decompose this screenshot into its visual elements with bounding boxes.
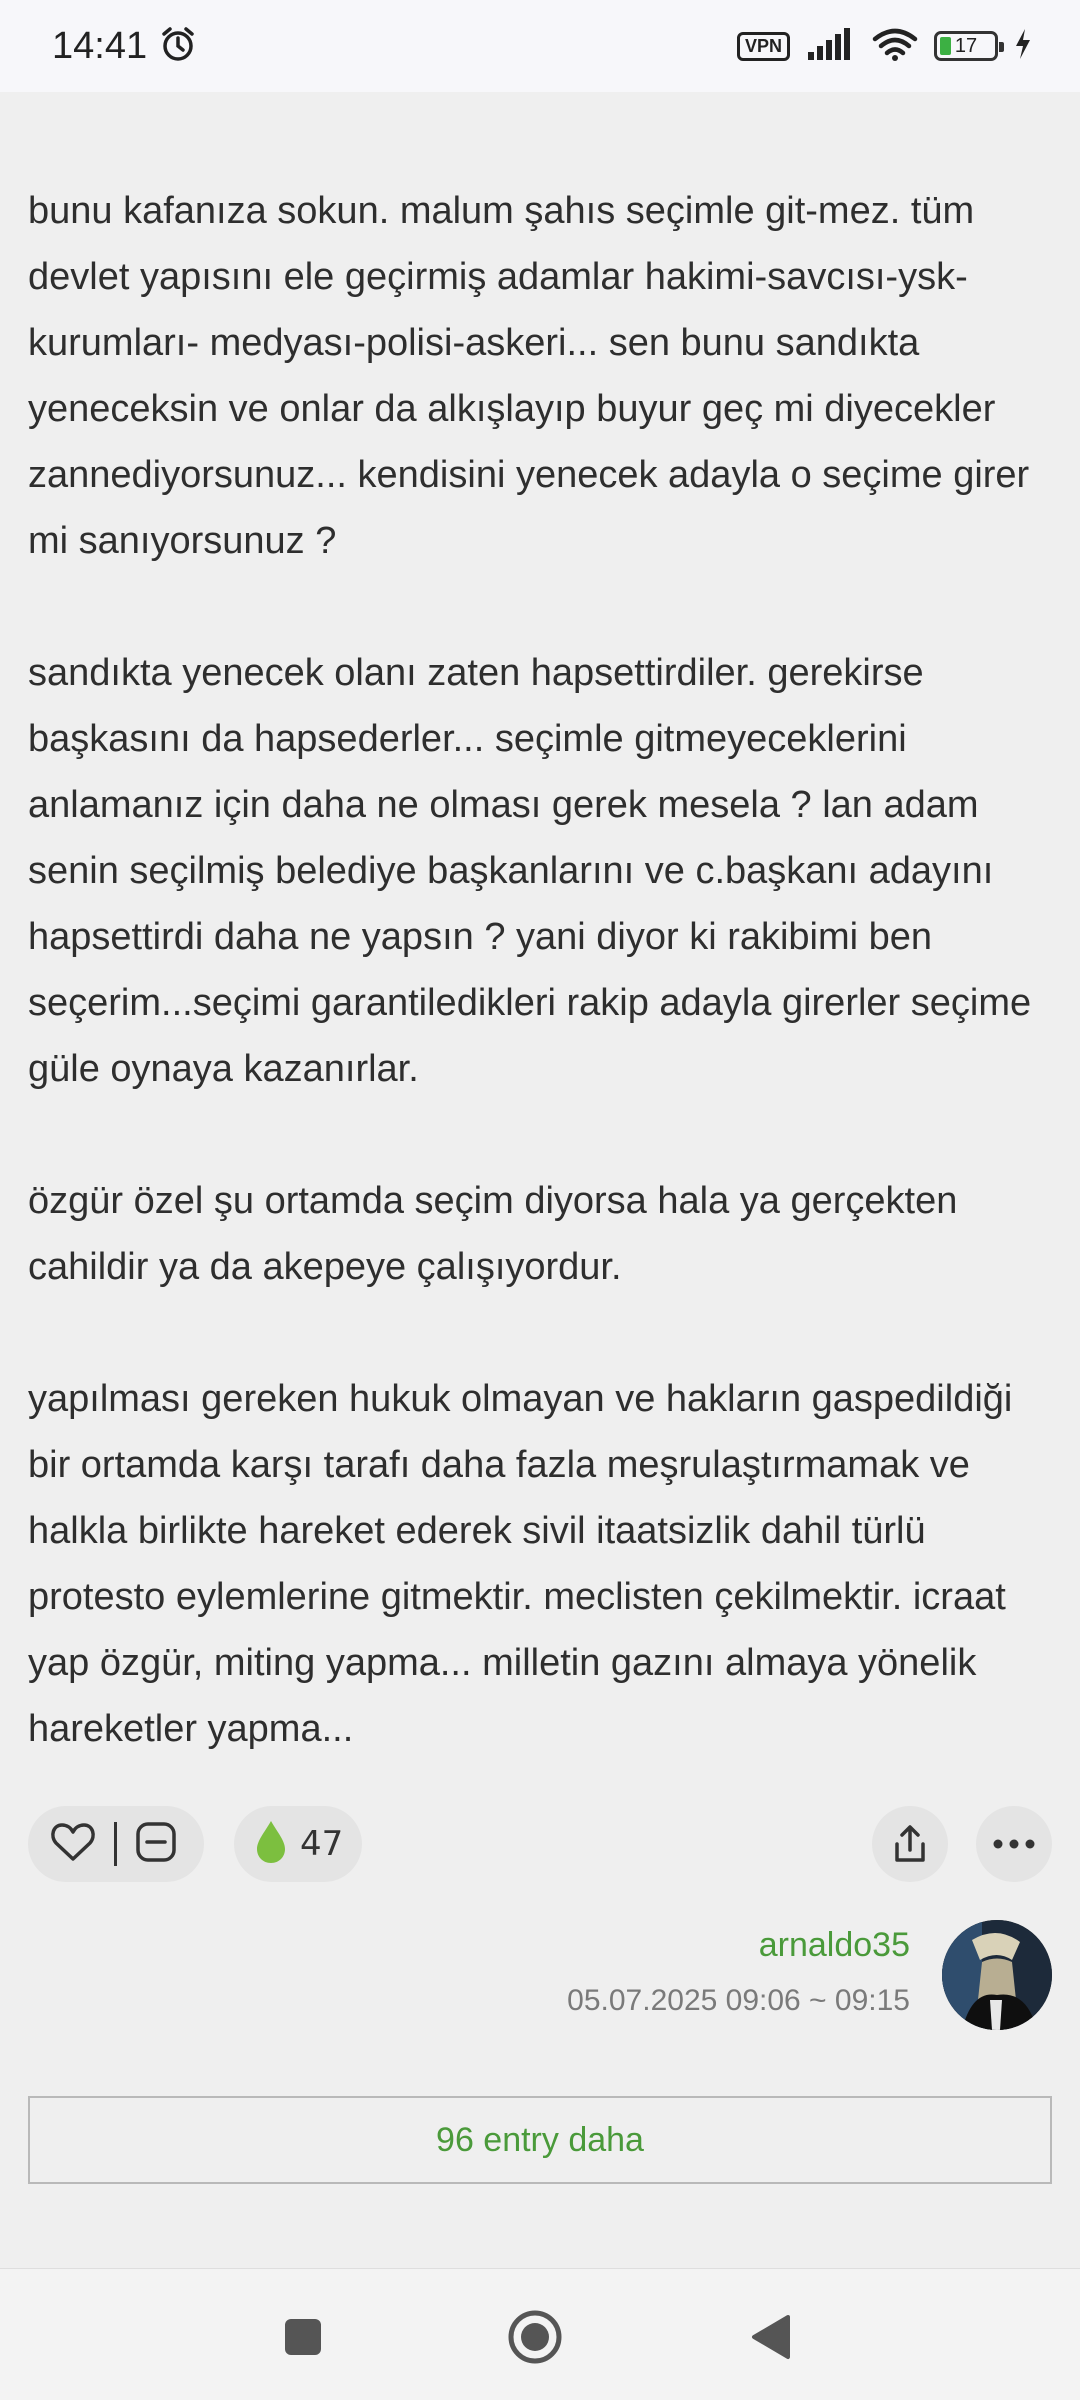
vpn-icon: VPN <box>737 32 790 61</box>
drop-icon <box>254 1819 288 1869</box>
entry-paragraph: özgür özel şu ortamda seçim diyorsa hala ya gerçekten cahildir ya da akepeye çalışıyordur. <box>28 1180 958 1288</box>
back-button[interactable] <box>740 2307 800 2367</box>
charging-icon <box>1014 28 1032 64</box>
recents-button[interactable] <box>273 2307 333 2367</box>
navigation-bar <box>0 2268 1080 2400</box>
favorite-button[interactable] <box>50 1821 96 1867</box>
battery-icon <box>934 31 998 61</box>
drop-count: 47 <box>300 1824 344 1864</box>
recents-icon <box>283 2317 323 2357</box>
entry-paragraph: yapılması gereken hukuk olmayan ve hakların gaspedildiği bir ortamda karşı tarafı daha fazla meşrulaştırmamak ve halkla birlikte hareket ederek sivil itaatsizlik dahil türlü protesto eylemlerine gitmektir. meclisten çekilmektir. icraat yap özgür, miting yapma... milletin gazını almaya yönelik hareketler yapma... <box>28 1378 1013 1750</box>
author-name[interactable]: arnaldo35 <box>758 1926 910 1964</box>
share-button[interactable] <box>872 1806 948 1882</box>
status-bar <box>0 0 1080 92</box>
vote-divider <box>114 1822 117 1866</box>
signal-icon <box>806 28 856 64</box>
avatar[interactable] <box>942 1920 1052 2030</box>
more-options-button[interactable] <box>976 1806 1052 1882</box>
entry-paragraph: bunu kafanıza sokun. malum şahıs seçimle git-mez. tüm devlet yapısını ele geçirmiş adamlar hakimi-savcısı-ysk-kurumları- medyası-polisi-askeri... sen bunu sandıkta yeneceksin ve onlar da alkışlayıp buyur geç mi diyecekler zannediyorsunuz... kendisini yenecek adayla o seçime girer mi sanıyorsunuz ? <box>28 190 1030 562</box>
wifi-icon <box>872 27 918 65</box>
entry-content <box>28 178 1058 1762</box>
entry-date: 05.07.2025 09:06 ~ 09:15 <box>567 1984 910 2017</box>
drops-pill[interactable] <box>234 1806 362 1882</box>
status-time: 14:41 <box>52 24 148 67</box>
entry-actions <box>28 1806 1052 1882</box>
downvote-button[interactable] <box>135 1821 177 1867</box>
share-icon <box>892 1824 928 1864</box>
home-button[interactable] <box>505 2307 565 2367</box>
more-entries-button[interactable]: 96 entry daha <box>28 2096 1052 2184</box>
entry-paragraph: sandıkta yenecek olanı zaten hapsettirdiler. gerekirse başkasını da hapsederler... seçimle gitmeyeceklerini anlamanız için daha ne olması gerek mesela ? lan adam senin seçilmiş belediye başkanlarını ve c.başkanı adayını hapsettirdi daha ne yapsın ? yani diyor ki rakibimi ben seçerim...seçimi garantiledikleri rakip adayla girerler seçime güle oynaya kazanırlar. <box>28 652 1032 1090</box>
vote-pill <box>28 1806 204 1882</box>
home-icon <box>506 2308 564 2366</box>
alarm-icon <box>159 25 197 67</box>
more-icon <box>993 1839 1035 1849</box>
back-icon <box>748 2313 792 2361</box>
battery-level: 17 <box>954 34 978 57</box>
